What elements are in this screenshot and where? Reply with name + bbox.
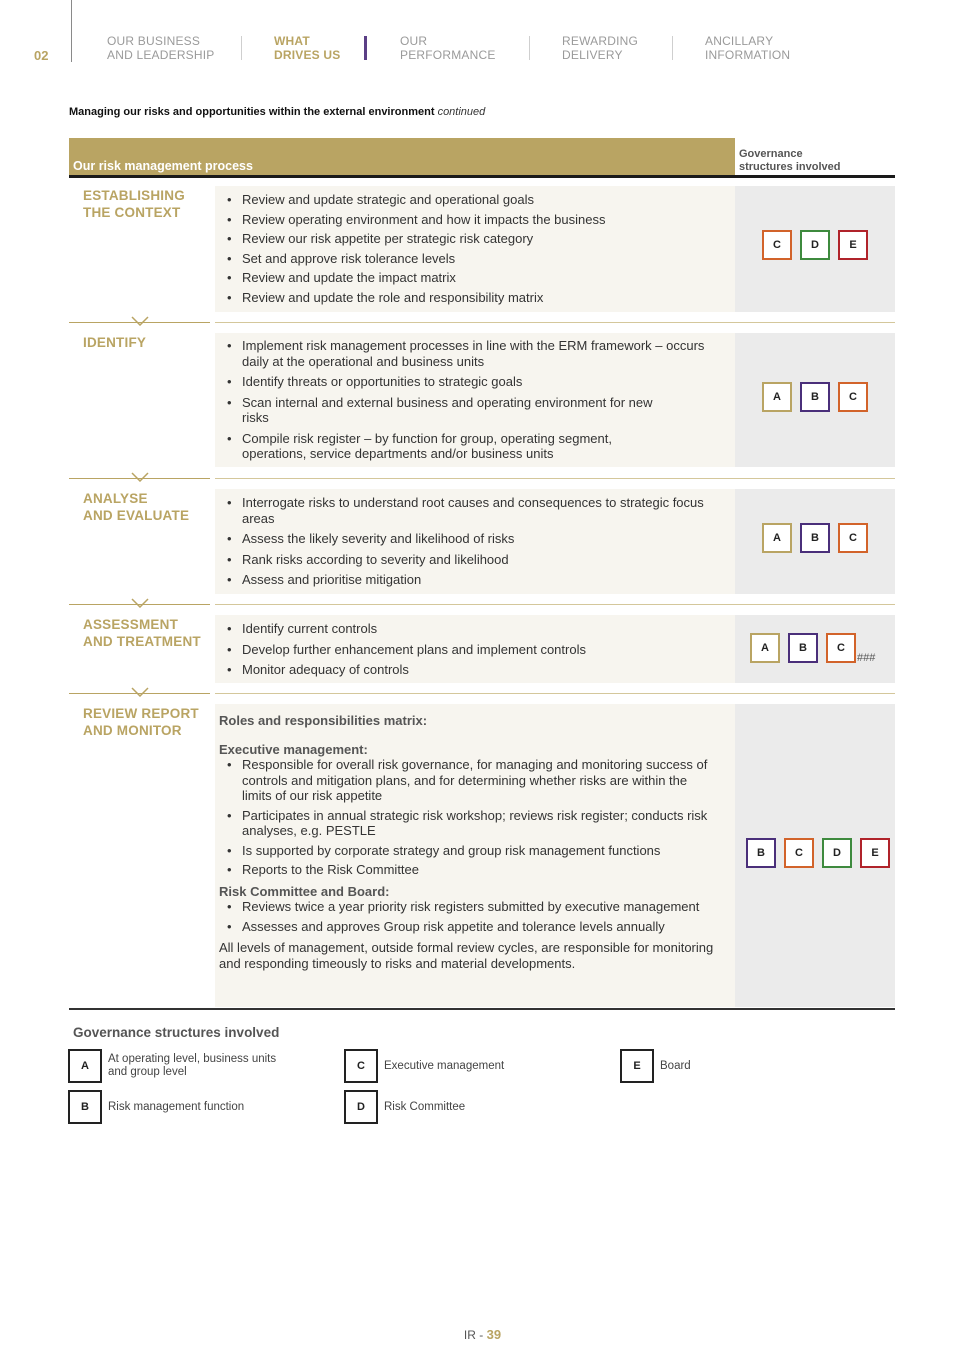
stage-title-line: THE CONTEXT [83,205,181,220]
nav-item-label: OUR BUSINESS [107,34,201,48]
divider [215,693,895,694]
badge-e: E [838,230,868,260]
section-heading [69,106,485,118]
nav-separator [672,36,673,60]
governance-header-line: Governance [739,148,803,160]
list-item: • Review our risk appetite per strategic risk category [227,231,722,247]
badge-c: C [838,523,868,553]
nav-item-label: OUR [400,34,428,48]
board-bullets [227,899,719,934]
nav-item-label: AND LEADERSHIP [107,48,215,62]
divider [69,322,210,323]
list-item: • Participates in annual strategic risk workshop; reviews risk register; conducts risk analyses, e.g. PESTLE [227,808,719,839]
chevron-down-icon [131,316,149,326]
list-item: • Review and update the role and responsibility matrix [227,290,722,306]
legend-badge-c: C [344,1049,378,1083]
list-item: • Assess and prioritise mitigation [227,572,722,588]
list-item: • Set and approve risk tolerance levels [227,251,722,267]
list-item: • Is supported by corporate strategy and group risk management functions [227,843,719,859]
badge-d: D [822,838,852,868]
list-item: • Reports to the Risk Committee [227,862,719,878]
badge-a: A [762,382,792,412]
list-item: • Review and update the impact matrix [227,270,722,286]
list-item: • Reviews twice a year priority risk registers submitted by executive management [227,899,719,915]
divider [215,478,895,479]
governance-badges [762,230,868,260]
heading-text: Managing our risks and opportunities within the external environment [69,106,435,118]
list-item: • Responsible for overall risk governance, for managing and monitoring success of controls and mitigation plans, and for determining whether risks are within the limits of our risk appetite [227,757,719,804]
list-item: • Interrogate risks to understand root causes and consequences to strategic focus areas [227,495,722,526]
stage-bullets [227,495,722,588]
divider [215,604,895,605]
list-item: • Develop further enhancement plans and implement controls [227,642,722,658]
stage-title-line: AND MONITOR [83,723,182,738]
process-header-label: Our risk management process [73,159,253,173]
governance-header-line: structures involved [739,161,841,173]
divider [69,478,210,479]
stage-title-review-monitor [83,705,199,739]
nav-item-our-business[interactable] [107,34,215,62]
governance-badges [746,838,890,868]
legend-item-d [344,1090,574,1124]
heading-continued: continued [437,106,486,118]
legend-title: Governance structures involved [73,1025,280,1040]
table-bottom-rule [69,1008,895,1010]
stage-title-line: REVIEW REPORT [83,706,199,721]
list-item: • Assesses and approves Group risk appetite and tolerance levels annually [227,919,719,935]
divider [69,693,210,694]
stage-title-identify [83,334,146,351]
nav-item-label: ANCILLARY [705,34,774,48]
list-item: • Identify threats or opportunities to strategic goals [227,374,722,390]
nav-item-label: WHAT [274,34,310,48]
stage-title-line: IDENTIFY [83,335,147,350]
stage-title-line: ASSESSMENT [83,617,179,632]
header-rule [69,175,895,178]
legend-badge-e: E [620,1049,654,1083]
process-header [69,138,735,175]
legend-item-c [344,1049,574,1083]
badge-e: E [860,838,890,868]
closing-note: All levels of management, outside formal review cycles, are responsible for monitoring and responding timeously to risks and material developments. [219,940,714,971]
legend-badge-b: B [68,1090,102,1124]
stage-bullets [227,338,722,462]
nav-item-label: DRIVES US [274,48,341,62]
divider [69,604,210,605]
list-item: • Identify current controls [227,621,722,637]
roles-matrix [219,713,719,971]
roles-matrix-heading: Roles and responsibilities matrix: [219,713,428,728]
legend-item-e [620,1049,850,1083]
nav-item-label: PERFORMANCE [400,48,496,62]
section-number: 02 [34,48,49,63]
executive-heading: Executive management: [219,741,368,757]
stage-title-line: ANALYSE [83,491,148,506]
badge-b: B [800,382,830,412]
nav-item-rewarding-delivery[interactable] [562,34,638,62]
nav-item-what-drives-us[interactable] [274,34,340,62]
list-item: • Implement risk management processes in line with the ERM framework – occurs daily at the operational and business units [227,338,722,369]
badge-a: A [762,523,792,553]
executive-bullets [227,757,719,878]
nav-item-label: REWARDING [562,34,639,48]
stage-title-line: ESTABLISHING [83,188,185,203]
stage-bullets [227,621,722,678]
nav-separator [241,36,242,60]
legend-badge-a: A [68,1049,102,1083]
list-item: • Compile risk register – by function for group, operating segment, operations, service departments and/or business units [227,431,667,462]
badge-b: B [800,523,830,553]
badge-c: C [762,230,792,260]
legend-badge-d: D [344,1090,378,1124]
badge-b: B [746,838,776,868]
top-navigation [0,0,965,80]
chevron-down-icon [131,472,149,482]
legend-label: Executive management [384,1059,505,1072]
nav-divider [71,0,72,62]
page-number: 39 [486,1327,502,1342]
legend-label: Risk Committee [384,1100,466,1113]
list-item: • Assess the likely severity and likelihood of risks [227,531,722,547]
stage-title-assessment-treatment [83,616,201,650]
list-item: • Rank risks according to severity and likelihood [227,552,722,568]
governance-header [739,148,840,174]
legend-label: Board [660,1059,691,1072]
nav-active-indicator [364,36,367,60]
stage-title-analyse-evaluate [83,490,189,524]
badge-d: D [800,230,830,260]
legend-label: At operating level, business units and group level [108,1053,277,1078]
badge-c: C [838,382,868,412]
nav-item-ancillary-information[interactable] [705,34,790,62]
list-item: • Review and update strategic and operational goals [227,192,722,208]
governance-badges [762,382,868,412]
chevron-down-icon [131,598,149,608]
board-heading: Risk Committee and Board: [219,883,390,899]
governance-badges [762,523,868,553]
badge-a: A [750,633,780,663]
legend-item-b [68,1090,298,1124]
stage-title-line: AND TREATMENT [83,634,201,649]
nav-item-label: INFORMATION [705,48,791,62]
nav-item-our-performance[interactable] [400,34,496,62]
legend-item-a [68,1049,298,1083]
list-item: • Monitor adequacy of controls [227,662,722,678]
nav-item-label: DELIVERY [562,48,623,62]
chevron-down-icon [131,687,149,697]
badge-c: C [826,633,856,663]
footer-prefix: IR - [463,1328,487,1342]
nav-separator [529,36,530,60]
badge-b: B [788,633,818,663]
page-footer [0,1327,965,1342]
governance-badges [750,633,856,663]
legend-label: Risk management function [108,1100,245,1113]
list-item: • Scan internal and external business and operating environment for new risks [227,395,657,426]
stage-title-line: AND EVALUATE [83,508,190,523]
stage-bullets [227,192,722,305]
badge-c: C [784,838,814,868]
overflow-marker: ### [857,652,876,664]
list-item: • Review operating environment and how it impacts the business [227,212,722,228]
stage-title-establishing-context [83,187,185,221]
divider [215,322,895,323]
